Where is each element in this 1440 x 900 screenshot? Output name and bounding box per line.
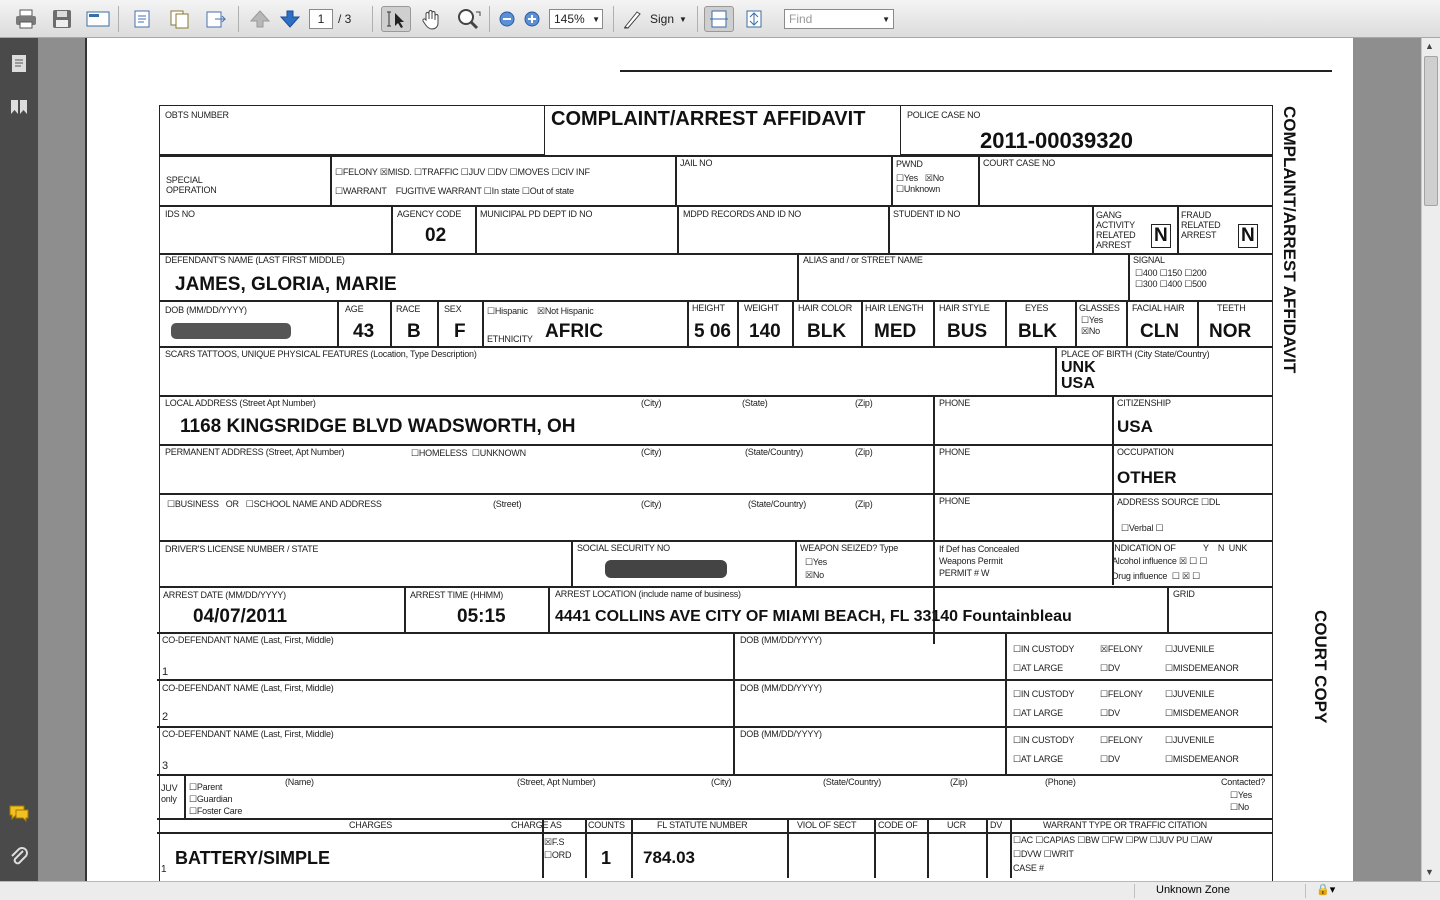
rule [1010,818,1012,878]
rule [159,395,1273,397]
street-label: (Street) [493,499,522,509]
special-op-label: SPECIAL OPERATION [166,175,217,195]
print-icon[interactable] [13,6,39,32]
find-input[interactable] [784,9,894,29]
name-label: (Name) [285,777,314,787]
codefendant-2-status: ☐IN CUSTODY ☐AT LARGE [1013,689,1075,718]
toolbar [0,0,1440,38]
agency-value: 02 [425,225,447,246]
address-source: ADDRESS SOURCE ☐DL [1117,497,1220,507]
weight-value: 140 [749,321,781,342]
charge-as-options: ☒F.S ☐ORD [544,837,572,860]
hair-length-value: MED [874,321,917,342]
rule [737,300,739,346]
codefendant-1-status: ☐IN CUSTODY ☐AT LARGE [1013,644,1075,673]
rule [631,818,633,878]
rule [571,540,573,586]
rule [1005,632,1007,774]
hair-length-label: HAIR LENGTH [865,303,924,313]
outstate-option[interactable]: Out of state [529,186,574,196]
codefendant-2-class: ☐JUVENILE ☐MISDEMEANOR [1165,689,1239,718]
arrest-date-value: 04/07/2011 [193,606,288,627]
pages-icon[interactable] [167,6,193,32]
student-label: STUDENT ID NO [893,209,961,219]
rule [337,300,339,346]
mdpd-label: MDPD RECORDS AND ID NO [683,209,802,219]
alcohol-row: Alcohol influence ☒ ☐ ☐ [1112,556,1208,566]
weapon-options: ☐Yes ☒No [805,557,827,580]
arrest-date-label: ARREST DATE (MM/DD/YYYY) [163,590,286,600]
verbal-option: ☐Verbal ☐ [1121,523,1164,533]
rule [787,818,789,878]
phone-label: PHONE [939,496,971,506]
rule [159,300,1273,302]
scroll-up-icon[interactable]: ▲ [1425,41,1434,51]
rule [391,205,393,253]
zoom-out-icon[interactable] [498,6,516,32]
rule [548,586,550,632]
codefendant-2-type: ☐FELONY ☐DV [1100,689,1143,718]
zoom-in-icon[interactable] [523,6,541,32]
zoom-level-select[interactable] [549,9,603,29]
rule [157,726,1273,728]
concealed-label: If Def has Concealed Weapons Permit [939,544,1020,566]
viol-of-sect-label: VIOL OF SECT [797,820,857,830]
occupation-value: OTHER [1117,468,1177,487]
rule [159,346,1273,348]
rule [1128,253,1130,300]
statute-label: FL STATUTE NUMBER [657,820,748,830]
rule [330,155,332,205]
ids-label: IDS NO [165,209,195,219]
fit-width-icon[interactable] [704,6,734,32]
municipal-label: MUNICIPAL PD DEPT ID NO [480,209,593,219]
sign-label: Sign [650,12,675,26]
marquee-zoom-icon[interactable] [454,6,484,32]
rule [157,679,1273,681]
rule [1167,586,1169,632]
pwnd-options: ☐Yes ☒No ☐Unknown [896,173,944,194]
pdf-page [85,38,1353,881]
scars-label: SCARS TATTOOS, UNIQUE PHYSICAL FEATURES (Location, Type Description) [165,349,477,359]
weight-label: WEIGHT [744,303,779,313]
rule [159,444,1273,446]
ethnicity-label: ETHNICITY [487,334,533,344]
eyes-value: BLK [1018,321,1058,342]
rule [585,818,587,878]
codefendant-3-dob-label: DOB (MM/DD/YYYY) [740,729,822,739]
chevron-down-icon: ▼ [882,14,890,24]
email-icon[interactable] [85,6,111,32]
rule [475,205,477,253]
gang-label: GANG ACTIVITY RELATED ARREST [1096,210,1136,250]
warrant-options-2: ☐DVW ☐WRIT [1013,849,1074,859]
codefendant-1-dob-label: DOB (MM/DD/YYYY) [740,635,822,645]
rule [933,395,935,644]
rule [1055,346,1057,395]
indication-headers: Y N UNK [1203,543,1248,553]
drivers-license-label: DRIVER'S LICENSE NUMBER / STATE [165,544,319,554]
misd-option[interactable]: MISD. [387,167,412,177]
glasses-options: ☐Yes ☒No [1081,315,1103,336]
select-tool-icon[interactable] [381,6,411,32]
codefendant-3-number: 3 [162,760,168,772]
pen-icon [622,9,644,29]
guardian-options: ☐Parent ☐Guardian ☐Foster Care [189,782,243,816]
charge-number: 1 [161,864,167,875]
arrest-time-label: ARREST TIME (HHMM) [410,590,504,600]
arrest-location-label: ARREST LOCATION (include name of business) [555,589,741,599]
vertical-scrollbar[interactable] [1421,38,1440,881]
zip-label: (Zip) [855,398,873,408]
form-title: COMPLAINT/ARREST AFFIDAVIT [551,108,866,130]
code-of-label: CODE OF [878,820,918,830]
previous-page-icon[interactable] [247,6,273,32]
eyes-label: EYES [1025,303,1049,313]
pwnd-label: PWND [896,159,923,169]
codefendant-2-number: 2 [162,711,168,723]
defendant-name-label: DEFENDANT'S NAME (LAST FIRST MIDDLE) [165,255,345,265]
arrest-location-value: 4441 COLLINS AVE CITY OF MIAMI BEACH, FL 33140 Fountainbleau [555,608,1072,625]
codefendant-1-class: ☐JUVENILE ☐MISDEMEANOR [1165,644,1239,673]
rule [797,253,799,300]
facial-hair-value: CLN [1140,321,1180,342]
rule [986,818,988,878]
phone-label: PHONE [939,447,971,457]
rule [159,586,1273,588]
rule [978,155,980,205]
case-number-label: CASE # [1013,863,1044,873]
rule [795,540,797,586]
rule [874,818,876,878]
attachments-panel-icon[interactable] [7,844,31,868]
rule [687,300,689,346]
state-label: (State) [742,398,768,408]
rule [792,300,794,346]
rule [933,300,935,346]
moves-option[interactable]: MOVES [517,167,550,177]
ethnicity-value: AFRIC [545,321,604,342]
rule [482,300,484,346]
ethnicity-options: ☐Hispanic ☒Not Hispanic [487,306,594,316]
rule [891,155,893,205]
page-number-input[interactable]: 1 [309,9,333,29]
signal-label: SIGNAL [1133,255,1165,265]
citizenship-label: CITIZENSHIP [1117,398,1171,408]
charge-as-label: CHARGE AS [511,820,562,830]
weapon-label: WEAPON SEIZED? Type [800,543,899,553]
teeth-value: NOR [1209,321,1252,342]
gang-value: N [1151,224,1171,248]
codefendant-3-label: CO-DEFENDANT NAME (Last, First, Middle) [162,729,334,739]
fraud-label: FRAUD RELATED ARREST [1181,210,1221,240]
rule [390,300,392,346]
pob-value-city: UNK [1061,359,1096,376]
statute-value: 784.03 [643,848,695,867]
sex-label: SEX [444,304,462,314]
indication-label: INDICATION OF [1112,543,1176,553]
fraud-value: N [1238,224,1258,248]
phone-paren-label: (Phone) [1045,777,1076,787]
defendant-name-value: JAMES, GLORIA, MARIE [175,274,397,295]
charge-value: BATTERY/SIMPLE [175,848,331,868]
state-country-label: (State/Country) [823,777,882,787]
juv-only-label: JUV only [161,783,178,804]
codefendant-1-type: ☒FELONY ☐DV [1100,644,1143,673]
side-title: COMPLAINT/ARREST AFFIDAVIT [1280,106,1299,374]
hair-style-value: BUS [947,321,988,342]
rule [159,155,1273,157]
state-country-label: (State/Country) [745,447,804,457]
counts-value: 1 [601,848,612,868]
status-divider [1305,884,1306,898]
codefendant-1-number: 1 [162,666,168,678]
comments-panel-icon[interactable] [7,801,31,825]
permit-label: PERMIT # W [939,568,990,578]
protected-mode-icon[interactable]: 🔒▾ [1316,884,1336,896]
document-viewer [38,38,1421,881]
alias-label: ALIAS and / or STREET NAME [803,255,923,265]
hair-style-label: HAIR STYLE [939,303,990,313]
rule [159,540,1273,542]
homeless-options: ☐HOMELESS ☐UNKNOWN [411,448,526,458]
rule [733,632,735,774]
rule [437,300,439,346]
rule [1075,300,1077,346]
save-icon[interactable] [49,6,75,32]
rule [675,155,677,205]
next-page-icon[interactable] [277,6,303,32]
redacted-dob [171,323,291,339]
felony-option[interactable]: FELONY [342,167,378,177]
navigation-sidebar [0,38,38,881]
local-address-label: LOCAL ADDRESS (Street Apt Number) [165,398,316,408]
zip-label: (Zip) [950,777,968,787]
rule [157,832,1273,834]
zoom-value: 145% [554,12,585,26]
city-label: (City) [641,499,662,509]
rule [159,493,1273,495]
rule [927,818,929,878]
fit-page-icon[interactable] [741,6,767,32]
warrant-type-label: WARRANT TYPE OR TRAFFIC CITATION [1043,820,1207,830]
zip-label: (Zip) [855,499,873,509]
find-placeholder: Find [789,12,813,26]
glasses-label: GLASSES [1079,303,1120,313]
sex-value: F [454,321,466,342]
signal-options: ☐400 ☐150 ☐200 ☐300 ☐400 ☐500 [1135,268,1207,289]
chevron-down-icon: ▼ [592,14,600,24]
obts-label: OBTS NUMBER [165,110,229,120]
agency-label: AGENCY CODE [397,209,462,219]
warrant-options-1: ☐AC ☐CAPIAS ☐BW ☐FW ☐PW ☐JUV PU ☐AW [1013,835,1213,845]
charges-label: CHARGES [349,820,393,830]
rule [861,300,863,346]
dv-option[interactable]: DV [495,167,508,177]
state-country-label: (State/Country) [748,499,807,509]
codefendant-3-status: ☐IN CUSTODY ☐AT LARGE [1013,735,1075,764]
hair-color-value: BLK [807,321,847,342]
ucr-label: UCR [947,820,966,830]
age-value: 43 [353,321,375,342]
bookmarks-panel-icon[interactable] [7,95,31,119]
teeth-label: TEETH [1217,303,1246,313]
rule [1177,205,1179,253]
warrant-option[interactable]: WARRANT [342,186,387,196]
age-label: AGE [345,304,364,314]
contacted-options: ☐Yes ☐No [1230,790,1252,812]
page-edge [85,38,87,881]
chevron-down-icon: ▼ [679,14,687,24]
police-case-label: POLICE CASE NO [907,110,981,120]
counts-label: COUNTS [588,820,625,830]
rule [677,205,679,253]
redacted-ssn [605,560,727,578]
zip-label: (Zip) [855,447,873,457]
codefendant-2-dob-label: DOB (MM/DD/YYYY) [740,683,822,693]
security-zone: Unknown Zone [1156,884,1230,896]
pob-label: PLACE OF BIRTH (City State/Country) [1061,349,1210,359]
drug-row: Drug influence ☐ ☒ ☐ [1112,571,1201,581]
citizenship-value: USA [1117,417,1153,436]
rule [157,774,1273,776]
contacted-label: Contacted? [1221,777,1266,787]
street-apt-label: (Street, Apt Number) [517,777,596,787]
occupation-label: OCCUPATION [1117,447,1174,457]
phone-label: PHONE [939,398,971,408]
warrant-row: ☐WARRANT FUGITIVE WARRANT ☐In state ☐Out of state [335,186,574,196]
rule [1197,300,1199,346]
review-icon[interactable] [130,6,156,32]
status-divider [1134,884,1135,898]
dv-header-label: DV [990,820,1003,830]
police-case-value: 2011-00039320 [980,128,1133,153]
court-case-label: COURT CASE NO [983,158,1056,168]
rule [888,205,890,253]
codefendant-1-label: CO-DEFENDANT NAME (Last, First, Middle) [162,635,334,645]
grid-label: GRID [1173,589,1195,599]
hand-tool-icon[interactable] [418,6,444,32]
perm-address-label: PERMANENT ADDRESS (Street, Apt Number) [165,447,345,457]
civ-inf-option[interactable]: CIV INF [559,167,590,177]
page-total: / 3 [338,12,352,26]
status-bar [0,881,1440,900]
rule [184,774,186,818]
arrest-time-value: 05:15 [457,606,506,627]
juv-option[interactable]: JUV [468,167,486,177]
rule [1005,300,1007,346]
city-label: (City) [711,777,732,787]
rule [157,632,1273,634]
scroll-down-icon[interactable]: ▼ [1425,867,1434,877]
rule [404,586,406,632]
rule [1126,300,1128,346]
offense-type-row: ☐FELONY ☒MISD. ☐TRAFFIC ☐JUV ☐DV ☐MOVES ☐CIV INF [335,167,590,177]
traffic-option[interactable]: TRAFFIC [421,167,459,177]
pob-value-country: USA [1061,375,1095,392]
codefendant-2-label: CO-DEFENDANT NAME (Last, First, Middle) [162,683,334,693]
pages-panel-icon[interactable] [7,51,31,75]
court-copy-label: COURT COPY [1311,610,1330,724]
local-address-value: 1168 KINGSRIDGE BLVD WADSWORTH, OH [180,416,576,437]
city-label: (City) [641,447,662,457]
codefendant-3-type: ☐FELONY ☐DV [1100,735,1143,764]
sign-button[interactable] [622,6,688,32]
dob-label: DOB (MM/DD/YYYY) [165,305,247,315]
facial-hair-label: FACIAL HAIR [1132,303,1185,313]
city-label: (City) [641,398,662,408]
rule [159,205,1273,207]
fugitive-option[interactable]: FUGITIVE WARRANT [395,186,482,196]
height-value: 5 06 [694,321,731,342]
ssn-label: SOCIAL SECURITY NO [577,543,670,553]
jail-label: JAIL NO [680,158,713,168]
race-label: RACE [396,304,421,314]
scan-rule [620,70,1332,72]
instate-option[interactable]: In state [491,186,520,196]
scroll-thumb[interactable] [1424,56,1438,206]
height-label: HEIGHT [692,303,725,313]
codefendant-3-class: ☐JUVENILE ☐MISDEMEANOR [1165,735,1239,764]
hair-color-label: HAIR COLOR [798,303,853,313]
race-value: B [407,321,421,342]
share-icon[interactable] [203,6,229,32]
rule [1092,205,1094,253]
business-options: ☐BUSINESS OR ☐SCHOOL NAME AND ADDRESS [167,499,382,509]
